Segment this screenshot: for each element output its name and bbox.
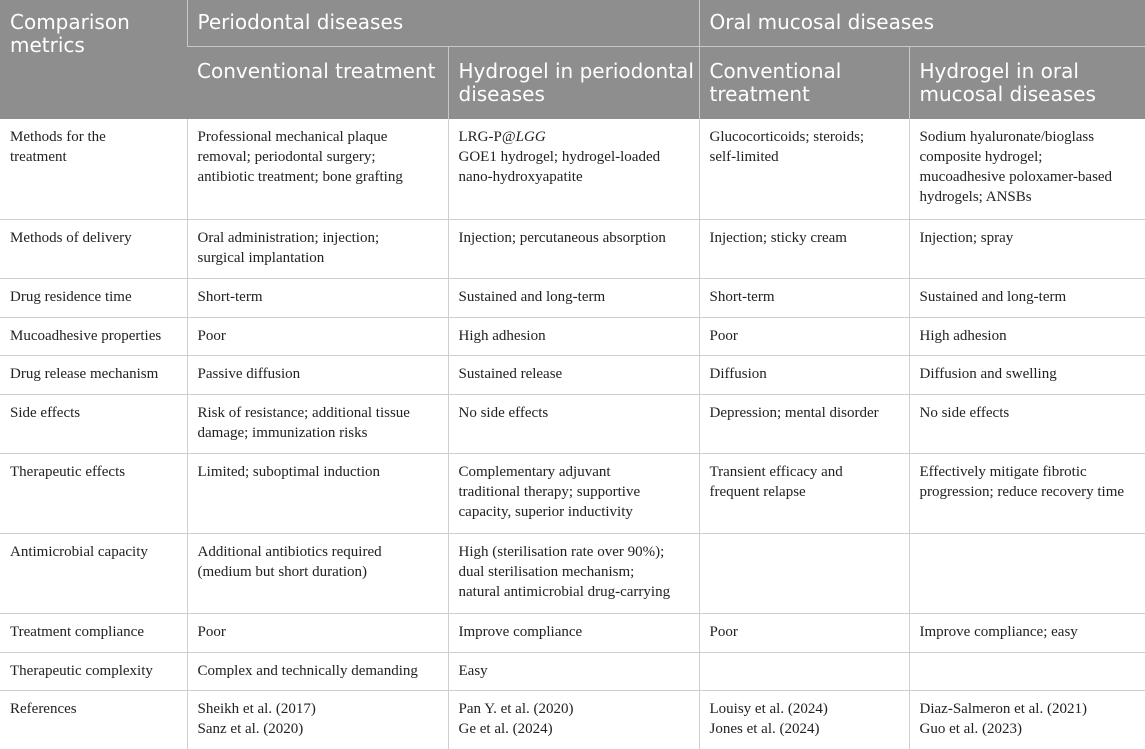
table-row — [0, 533, 1145, 613]
periodontal-hydrogel-cell: High adhesion — [448, 317, 699, 355]
metric-cell: Antimicrobial capacity — [0, 533, 187, 613]
table-row — [0, 278, 1145, 317]
mucosal-conventional-cell — [699, 533, 909, 613]
periodontal-conventional-cell: Short-term — [187, 278, 448, 317]
periodontal-conventional-cell: Risk of resistance; additional tissue damage; immunization risks — [187, 394, 448, 453]
metric-cell: Methods for the treatment — [0, 119, 187, 219]
periodontal-conventional-cell: Poor — [187, 317, 448, 355]
mucosal-conventional-cell: Diffusion — [699, 355, 909, 394]
header-comparison-metrics: Comparison metrics — [0, 0, 187, 119]
table-row — [0, 453, 1145, 533]
header-periodontal-diseases: Periodontal diseases — [187, 0, 699, 46]
periodontal-hydrogel-cell: Injection; percutaneous absorption — [448, 219, 699, 278]
table-row — [0, 652, 1145, 690]
header-periodontal-conventional: Conventional treatment — [187, 46, 448, 119]
mucosal-conventional-cell: Transient efficacy and frequent relapse — [699, 453, 909, 533]
periodontal-conventional-cell: Professional mechanical plaque removal; periodontal surgery; antibiotic treatment; bone grafting — [187, 119, 448, 219]
metric-cell: Mucoadhesive properties — [0, 317, 187, 355]
periodontal-conventional-cell: Poor — [187, 613, 448, 652]
metric-cell: Side effects — [0, 394, 187, 453]
periodontal-hydrogel-cell: Sustained and long-term — [448, 278, 699, 317]
mucosal-hydrogel-cell: Effectively mitigate fibrotic progression; reduce recovery time — [909, 453, 1145, 533]
mucosal-hydrogel-cell: No side effects — [909, 394, 1145, 453]
periodontal-hydrogel-cell: Improve compliance — [448, 613, 699, 652]
table-row — [0, 119, 1145, 219]
table-row — [0, 690, 1145, 749]
mucosal-conventional-cell — [699, 652, 909, 690]
mucosal-conventional-cell: Short-term — [699, 278, 909, 317]
table-row — [0, 355, 1145, 394]
header-mucosal-hydrogel: Hydrogel in oral mucosal diseases — [909, 46, 1145, 119]
header-mucosal-conventional: Conventional treatment — [699, 46, 909, 119]
mucosal-hydrogel-cell: Improve compliance; easy — [909, 613, 1145, 652]
mucosal-hydrogel-cell — [909, 652, 1145, 690]
table-row — [0, 613, 1145, 652]
header-oral-mucosal-diseases: Oral mucosal diseases — [699, 0, 1145, 46]
metric-cell: References — [10, 700, 77, 717]
table-row — [0, 394, 1145, 453]
metric-cell: Drug residence time — [0, 278, 187, 317]
mucosal-hydrogel-cell: Diffusion and swelling — [909, 355, 1145, 394]
periodontal-hydrogel-cell: Complementary adjuvant traditional therapy; supportive capacity, superior inductivity — [448, 453, 699, 533]
mucosal-hydrogel-cell: Injection; spray — [909, 219, 1145, 278]
periodontal-conventional-cell: Complex and technically demanding — [187, 652, 448, 690]
metric-cell: Drug release mechanism — [0, 355, 187, 394]
periodontal-hydrogel-cell: Pan Y. et al. (2020) Ge et al. (2024) — [448, 690, 699, 749]
mucosal-hydrogel-cell: High adhesion — [909, 317, 1145, 355]
mucosal-conventional-cell: Poor — [699, 613, 909, 652]
periodontal-hydrogel-cell: Sustained release — [448, 355, 699, 394]
mucosal-hydrogel-cell: Sustained and long-term — [909, 278, 1145, 317]
periodontal-hydrogel-cell: LRG-P@LGG GOE1 hydrogel; hydrogel-loaded nano-hydroxyapatite — [448, 119, 699, 219]
periodontal-conventional-cell: Oral administration; injection; surgical implantation — [187, 219, 448, 278]
periodontal-conventional-cell: Limited; suboptimal induction — [187, 453, 448, 533]
metric-cell: Therapeutic effects — [0, 453, 187, 533]
header-periodontal-hydrogel: Hydrogel in periodontal diseases — [448, 46, 699, 119]
mucosal-conventional-cell: Glucocorticoids; steroids; self-limited — [699, 119, 909, 219]
metric-cell: Methods of delivery — [0, 219, 187, 278]
periodontal-conventional-cell: Additional antibiotics required (medium but short duration) — [187, 533, 448, 613]
table-row — [0, 219, 1145, 278]
periodontal-hydrogel-cell: High (sterilisation rate over 90%); dual sterilisation mechanism; natural antimicrobial drug-carrying — [448, 533, 699, 613]
mucosal-conventional-cell: Poor — [699, 317, 909, 355]
table-row — [0, 317, 1145, 355]
mucosal-hydrogel-cell: Sodium hyaluronate/bioglass composite hydrogel; mucoadhesive poloxamer-based hydrogels; ANSBs — [909, 119, 1145, 219]
mucosal-conventional-cell: Louisy et al. (2024) Jones et al. (2024) — [699, 690, 909, 749]
header-row-groups — [0, 0, 1145, 46]
periodontal-conventional-cell: Sheikh et al. (2017) Sanz et al. (2020) — [187, 690, 448, 749]
mucosal-hydrogel-cell — [909, 533, 1145, 613]
periodontal-hydrogel-cell: No side effects — [448, 394, 699, 453]
mucosal-hydrogel-cell: Diaz-Salmeron et al. (2021) Guo et al. (2023) — [909, 690, 1145, 749]
metric-cell: Treatment compliance — [0, 613, 187, 652]
metric-cell: Therapeutic complexity — [0, 652, 187, 690]
periodontal-hydrogel-cell: Easy — [448, 652, 699, 690]
periodontal-conventional-cell: Passive diffusion — [187, 355, 448, 394]
mucosal-conventional-cell: Injection; sticky cream — [699, 219, 909, 278]
mucosal-conventional-cell: Depression; mental disorder — [699, 394, 909, 453]
